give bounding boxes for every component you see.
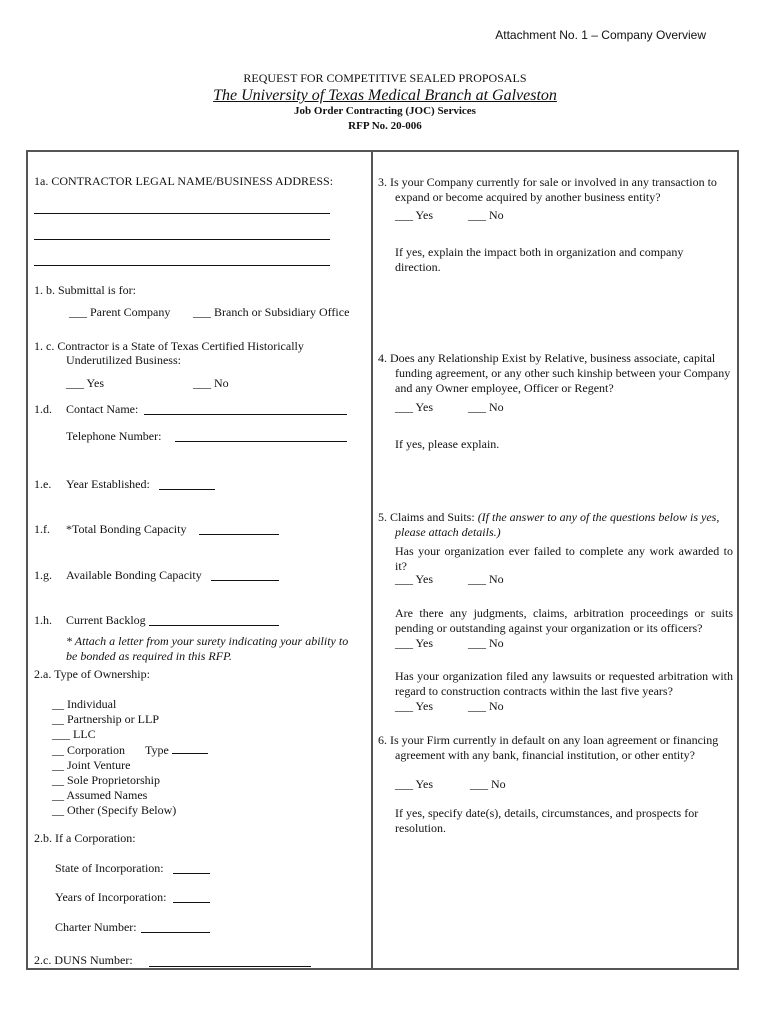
q5a-yes-option[interactable]: ___ Yes (395, 572, 434, 586)
total-bonding-field[interactable] (199, 534, 279, 535)
q5c-no-option[interactable]: ___ No (468, 699, 504, 713)
ownership-joint-venture[interactable]: __ Joint Venture (52, 758, 131, 772)
q3-explain: If yes, explain the impact both in organization and company direction. (395, 245, 684, 274)
q1a-label: 1a. CONTRACTOR LEGAL NAME/BUSINESS ADDRESS: (34, 174, 334, 188)
state-incorporation-label: State of Incorporation: (55, 861, 164, 875)
charter-number-field[interactable] (141, 932, 210, 933)
column-divider (371, 150, 373, 970)
address-line-2[interactable] (34, 239, 330, 240)
years-incorporation-label: Years of Incorporation: (55, 890, 167, 904)
branch-office-option[interactable]: ___ Branch or Subsidiary Office (193, 305, 350, 319)
year-established-field[interactable] (159, 489, 215, 490)
ownership-corporation[interactable]: __ Corporation Type (52, 742, 208, 758)
q5c-yes-option[interactable]: ___ Yes (395, 699, 434, 713)
q6-explain: If yes, specify date(s), details, circumstances, and prospects for resolution. (395, 806, 699, 835)
attachment-label: Attachment No. 1 – Company Overview (495, 28, 706, 42)
rfp-heading: REQUEST FOR COMPETITIVE SEALED PROPOSALS (243, 71, 527, 85)
ownership-sole-proprietorship[interactable]: __ Sole Proprietorship (52, 773, 160, 787)
ownership-llc[interactable]: ___ LLC (52, 727, 96, 741)
available-bonding-label: Available Bonding Capacity (66, 568, 202, 582)
q3-yes-option[interactable]: ___ Yes (395, 208, 434, 222)
q3-no-option[interactable]: ___ No (468, 208, 504, 222)
q5-note: (If the answer to any of the questions below is yes, please attach details.) (395, 510, 720, 539)
corporation-type-field[interactable] (172, 742, 208, 754)
year-established-label: Year Established: (66, 477, 150, 491)
q1e-number: 1.e. (34, 477, 52, 491)
q6-question: 6. Is your Firm currently in default on any loan agreement or financing agreement with any bank, financial institution, or other entity? (378, 733, 719, 762)
q2a-label: 2.a. Type of Ownership: (34, 667, 150, 681)
q5a-no-option[interactable]: ___ No (468, 572, 504, 586)
q5b-yes-option[interactable]: ___ Yes (395, 636, 434, 650)
telephone-field[interactable] (175, 441, 347, 442)
q1h-number: 1.h. (34, 613, 52, 627)
service-title: Job Order Contracting (JOC) Services (294, 105, 476, 117)
q2b-label: 2.b. If a Corporation: (34, 831, 136, 845)
q1c-label: 1. c. Contractor is a State of Texas Certified Historically (34, 339, 304, 353)
parent-company-option[interactable]: ___ Parent Company (69, 305, 171, 319)
ownership-individual[interactable]: __ Individual (52, 697, 117, 711)
current-backlog-label: Current Backlog (66, 613, 146, 627)
q1c-label-2: Underutilized Business: (66, 353, 181, 367)
q5c-question: Has your organization filed any lawsuits or requested arbitration with regard to construction contracts within the last five years? (395, 669, 733, 698)
address-line-1[interactable] (34, 213, 330, 214)
q5b-no-option[interactable]: ___ No (468, 636, 504, 650)
q4-question: 4. Does any Relationship Exist by Relative, business associate, capital funding agreement, or any other such kinship between your Company and any Owner employee, Officer or Regent? (378, 351, 731, 395)
q5b-question: Are there any judgments, claims, arbitration proceedings or suits pending or outstanding against your organization or its officers? (395, 606, 733, 635)
q1g-number: 1.g. (34, 568, 52, 582)
q1f-number: 1.f. (34, 522, 50, 536)
surety-note: * Attach a letter from your surety indicating your ability to be bonded as required in this RFP. (66, 634, 349, 663)
q4-yes-option[interactable]: ___ Yes (395, 400, 434, 414)
q5a-question: Has your organization ever failed to complete any work awarded to it? (395, 544, 733, 573)
telephone-label: Telephone Number: (66, 429, 162, 443)
ownership-assumed-names[interactable]: __ Assumed Names (52, 788, 148, 802)
address-line-3[interactable] (34, 265, 330, 266)
q6-no-option[interactable]: ___ No (470, 777, 506, 791)
q2c-label: 2.c. DUNS Number: (34, 953, 133, 967)
available-bonding-field[interactable] (211, 580, 279, 581)
charter-number-label: Charter Number: (55, 920, 137, 934)
q1b-label: 1. b. Submittal is for: (34, 283, 136, 297)
q1d-number: 1.d. (34, 402, 52, 416)
hub-no-option[interactable]: ___ No (193, 376, 229, 390)
total-bonding-label: *Total Bonding Capacity (66, 522, 187, 536)
ownership-list (52, 697, 208, 818)
contact-name-field[interactable] (144, 414, 347, 415)
q4-no-option[interactable]: ___ No (468, 400, 504, 414)
q4-explain: If yes, please explain. (395, 437, 500, 451)
q6-yes-option[interactable]: ___ Yes (395, 777, 434, 791)
contact-name-label: Contact Name: (66, 402, 139, 416)
ownership-partnership[interactable]: __ Partnership or LLP (52, 712, 159, 726)
rfp-number: RFP No. 20-006 (348, 120, 422, 132)
current-backlog-field[interactable] (149, 625, 279, 626)
university-name: The University of Texas Medical Branch at Galveston (213, 87, 557, 104)
years-incorporation-field[interactable] (173, 902, 210, 903)
q5-heading: 5. Claims and Suits: (If the answer to any of the questions below is yes, please attach details.) (378, 510, 720, 539)
state-incorporation-field[interactable] (173, 873, 210, 874)
hub-yes-option[interactable]: ___ Yes (66, 376, 105, 390)
q3-question: 3. Is your Company currently for sale or involved in any transaction to expand or become acquired by another business entity? (378, 175, 717, 204)
corporation-type-label: Type (145, 743, 169, 757)
ownership-other[interactable]: __ Other (Specify Below) (52, 803, 177, 817)
duns-number-field[interactable] (149, 966, 311, 967)
